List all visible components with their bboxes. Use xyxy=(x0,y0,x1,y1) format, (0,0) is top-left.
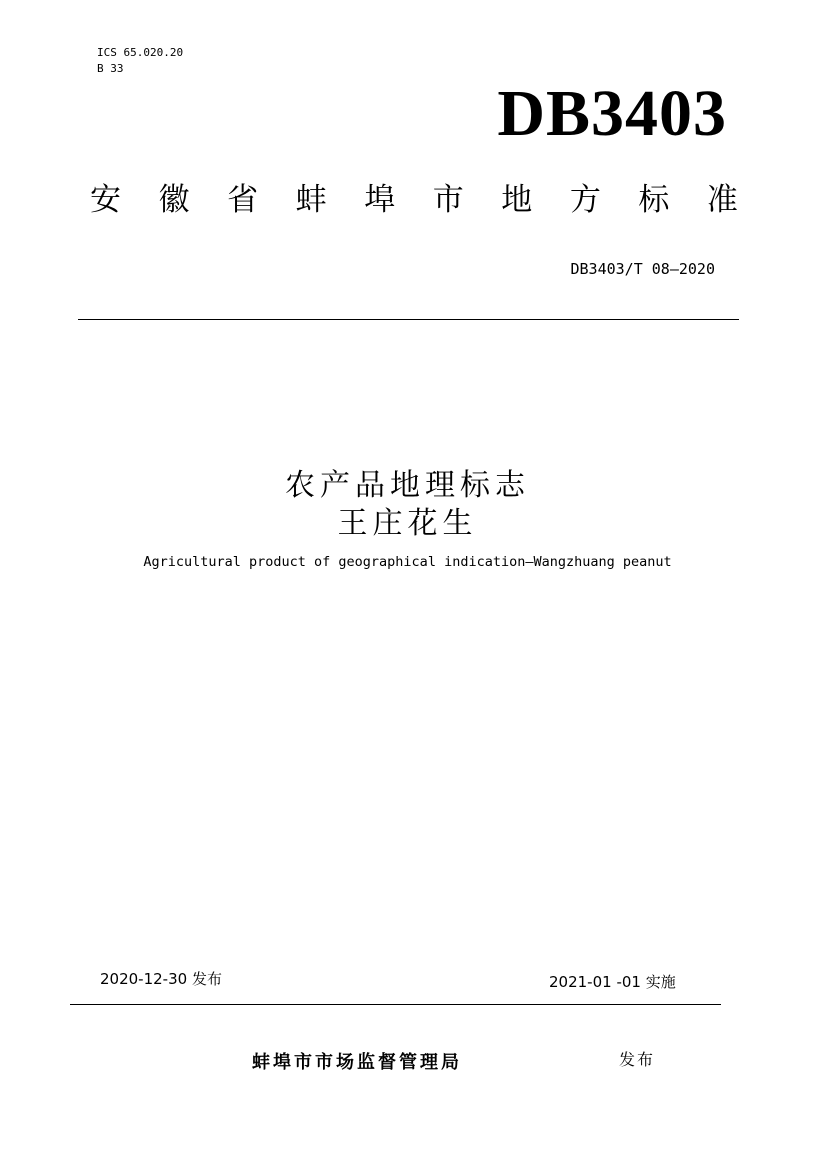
standard-type-char: 市 xyxy=(432,182,464,218)
standard-type-char: 准 xyxy=(706,182,738,218)
standard-type-char: 埠 xyxy=(364,182,396,218)
publish-label: 发布 xyxy=(619,1050,656,1069)
standard-type-char: 徽 xyxy=(158,182,190,218)
standard-code: DB3403 xyxy=(497,77,727,150)
title-english: Agricultural product of geographical indication—Wangzhuang peanut xyxy=(143,554,672,570)
top-divider xyxy=(78,319,739,320)
standard-type-char: 蚌 xyxy=(295,182,327,218)
standard-type-char: 地 xyxy=(501,182,533,218)
implementation-date: 2021-01 -01 实施 xyxy=(549,973,676,991)
ccs-code: B 33 xyxy=(97,62,124,75)
bottom-divider xyxy=(70,1004,721,1005)
standard-type-char: 标 xyxy=(638,182,670,218)
classification-codes xyxy=(97,45,183,77)
issue-date: 2020-12-30 发布 xyxy=(100,970,222,988)
ics-code: ICS 65.020.20 xyxy=(97,46,184,59)
standard-number: DB3403/T 08—2020 xyxy=(570,260,715,278)
standard-type-char: 省 xyxy=(227,182,259,218)
standard-type xyxy=(90,178,738,222)
title-chinese-line2: 王庄花生 xyxy=(337,506,478,541)
title-chinese-line1: 农产品地理标志 xyxy=(285,468,530,503)
issuing-authority: 蚌埠市市场监督管理局 xyxy=(252,1052,462,1073)
standard-type-char: 方 xyxy=(569,182,601,218)
standard-type-char: 安 xyxy=(90,182,121,218)
